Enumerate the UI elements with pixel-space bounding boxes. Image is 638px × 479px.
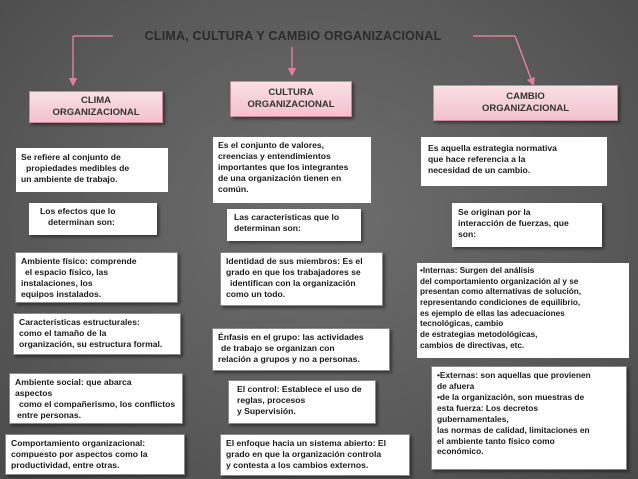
clima-item-behavior [5,434,185,475]
clima-item-physical-line-2: el espacio físico, las [25,267,109,277]
cambio-header-line-1: CAMBIO [506,90,545,102]
cambio-external-line-6: las normas de calidad, limitaciones en [437,424,590,435]
cambio-origin-intro [452,203,602,247]
cambio-origin-intro-line-3: son: [458,229,477,239]
clima-definition-line-1: Se refiere al conjunto de [21,152,121,162]
clima-header-line-2: ORGANIZACIONAL [52,107,140,118]
cultura-header [230,81,352,117]
connector-right-down [515,36,533,84]
cultura-item-group-line-2: de trabajo se organizan con [221,343,335,353]
cambio-definition-line-3: necesidad de un cambio. [428,165,531,175]
cambio-internal-line-4: representando condiciones de equilibrio, [420,297,581,307]
cambio-external-line-1: •Externas: son aquellas que provienen [437,370,591,380]
clima-definition-line-2: propiedades medibles de [26,163,130,173]
clima-item-physical-line-1: Ambiente físico: comprende [21,256,137,266]
cultura-item-open-system-line-1: El enfoque hacia un sistema abierto: El [226,438,386,448]
cultura-definition-line-3: importantes que los integrantes [218,162,349,172]
cambio-external-line-7: el ambiente tanto físico como [437,435,555,446]
clima-item-behavior-line-1: Comportamiento organizacional: [11,438,146,448]
clima-item-social-line-4: entre personas. [17,410,81,420]
cambio-internal [417,263,629,358]
cambio-internal-line-5: es ejemplo de ellas las adecuaciones [420,308,565,318]
clima-item-physical [15,252,178,303]
cambio-definition [421,137,607,186]
clima-item-behavior-line-3: productividad, entre otras. [11,460,120,470]
cultura-item-control-line-3: y Supervisión. [237,406,296,416]
cultura-item-group-line-1: Énfasis en el grupo: las actividades [218,332,364,342]
cultura-item-control [228,380,376,424]
cultura-traits-intro-line-2: determinan son: [234,223,301,233]
cambio-internal-line-6: tecnológicas, cambio [420,319,504,329]
cambio-header-line-2: ORGANIZACIONAL [481,103,570,114]
cultura-header-line-2: ORGANIZACIONAL [247,99,335,110]
clima-item-physical-line-4: equipos instalados. [21,289,102,299]
clima-item-social-line-2: aspectos [15,388,53,398]
cambio-origin-intro-line-1: Se originan por la [458,207,531,217]
clima-item-structural-line-3: organización, su estructura formal. [19,339,163,349]
clima-header-line-1: CLIMA [80,94,112,106]
cultura-item-identity-line-2: grado en que los trabajadores se [226,267,361,277]
cultura-item-open-system [220,434,410,476]
cultura-item-open-system-line-3: y contesta a los cambios externos. [226,460,369,470]
cultura-definition-line-1: Es el conjunto de valores, [218,140,325,150]
diagram-title: CLIMA, CULTURA Y CAMBIO ORGANIZACIONAL [144,29,442,43]
cambio-definition-line-2: que hace referencia a la [428,154,526,164]
clima-item-physical-line-3: instalaciones, los [21,278,93,288]
clima-definition-line-3: un ambiente de trabajo. [21,174,118,184]
cultura-item-control-line-1: El control: Establece el uso de [237,384,362,394]
cultura-definition [213,137,371,203]
clima-item-structural [13,313,181,355]
cambio-internal-line-8: cambios de directivas, etc. [420,340,525,350]
cambio-internal-line-7: de estrategias metodológicas, [420,329,538,339]
clima-item-social-line-3: como el compañerismo, los conflictos [19,399,176,409]
cultura-definition-line-5: común. [218,184,249,194]
clima-item-structural-line-1: Características estructurales: [19,317,140,327]
clima-item-social [9,373,183,424]
cambio-origin-intro-line-2: interacción de fuerzas, que [458,218,569,228]
cambio-external-line-2: de afuera [437,380,475,391]
cambio-internal-line-1: •Internas: Surgen del análisis [420,266,535,275]
cambio-external-line-3: •de la organización, son muestras de [437,391,585,402]
cultura-definition-line-2: creencias y entendimientos [218,151,331,161]
cultura-item-identity-line-1: Identidad de sus miembros: Es el [226,256,363,266]
cultura-definition-line-4: de una organización tienen en [218,173,342,183]
cultura-item-control-line-2: reglas, procesos [237,395,306,405]
cultura-item-open-system-line-2: grado en que la organización controla [226,449,382,459]
cultura-item-group [212,328,390,371]
clima-item-behavior-line-2: compuesto por aspectos como la [11,449,148,459]
cambio-internal-line-3: presentan como alternativas de solución, [420,287,582,297]
clima-effects-intro-line-1: Los efectos que lo [40,206,116,216]
cambio-external-line-8: económico. [437,446,484,457]
cultura-traits-intro [227,209,361,241]
cambio-internal-line-2: del comportamiento organización al y se [420,276,579,286]
clima-definition [16,148,168,192]
cultura-item-identity-line-4: como un todo. [226,289,286,299]
clima-header [29,91,163,123]
clima-effects-intro [29,203,157,235]
cultura-traits-intro-line-1: Las características que lo [234,212,340,222]
cambio-external [431,366,627,470]
clima-effects-intro-line-2: determinan son: [48,217,115,227]
cambio-external-line-5: gubernamentales, [437,413,509,424]
cambio-external-line-4: esta fuerza: Los decretos [437,402,538,413]
cambio-header [433,85,618,121]
cultura-item-group-line-3: relación a grupos y no a personas. [218,354,360,364]
cultura-item-identity [220,252,383,306]
clima-item-structural-line-2: como el tamaño de la [19,328,107,338]
clima-item-social-line-1: Ambiente social: que abarca [15,377,132,387]
cultura-item-identity-line-3: identifican con la organización [230,278,356,288]
cambio-definition-line-1: Es aquella estrategia normativa [428,143,557,153]
cultura-header-line-1: CULTURA [268,86,314,98]
